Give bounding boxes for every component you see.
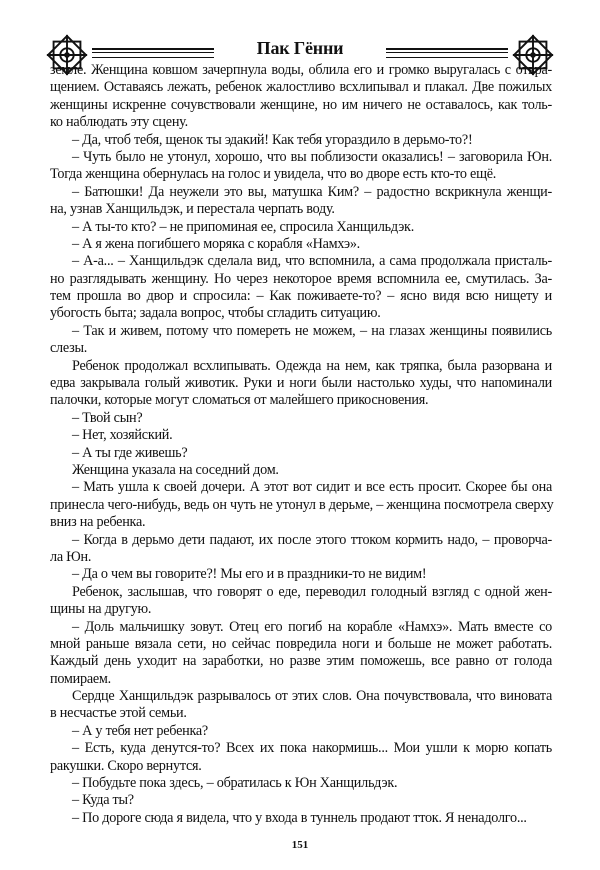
paragraph: [50, 688, 552, 723]
text-line: – Чуть было не утонул, хорошо, что вы поблизости оказались! – заговорила Юн.: [72, 148, 552, 165]
text-line: – Нет, хозяйский.: [72, 427, 173, 444]
paragraph: [50, 184, 552, 219]
paragraph: [50, 775, 552, 792]
body-text: [50, 62, 552, 827]
paragraph: [50, 219, 552, 236]
paragraph: [50, 619, 552, 689]
paragraph: [50, 410, 552, 427]
paragraph: [50, 723, 552, 740]
text-line: мной раньше вязала сети, но сейчас повредила ноги и больше не может работать.: [50, 635, 552, 652]
text-line: – Побудьте пока здесь, – обратилась к Юн Ханщильдэк.: [72, 775, 398, 792]
paragraph: [50, 323, 552, 358]
text-line: земле. Женщина ковшом зачерпнула воды, облила его и громко выругалась с отвра-: [50, 62, 552, 78]
paragraph: [50, 479, 552, 531]
text-line: – Да, чтоб тебя, щенок ты эдакий! Как тебя угораздило в дерьмо-то?!: [72, 131, 473, 148]
text-line: Женщина указала на соседний дом.: [72, 461, 279, 478]
text-line: тем прошла во двор и спросила: – Как поживаете-то? – ясно видя всю нищету и: [50, 288, 552, 305]
text-line: помираем.: [50, 670, 111, 687]
page-number: 151: [291, 839, 309, 851]
paragraph: [50, 740, 552, 775]
text-line: – Мать ушла к своей дочери. А этот вот сидит и все есть просит. Скорее бы она: [72, 479, 552, 496]
paragraph: [50, 584, 552, 619]
text-line: – Доль мальчишку зовут. Отец его погиб на корабле «Намхэ». Мать вместе со: [72, 618, 552, 635]
text-line: но разглядывать женщину. Но через некоторое время вспомнила ее, смутилась. За-: [50, 270, 552, 287]
text-line: – Так и живем, потому что помереть не можем, – на глазах женщины появились: [72, 322, 552, 339]
text-line: – Куда ты?: [72, 792, 134, 809]
text-line: женщины искренне сочувствовали женщине, но им ничего не оставалось, как толь-: [50, 96, 552, 113]
paragraph: [50, 810, 552, 827]
paragraph: [50, 462, 552, 479]
text-line: – А ты-то кто? – не припоминая ее, спросила Ханщильдэк.: [72, 218, 414, 235]
text-line: Тогда женщина обернулась на голос и увидела, что во дворе есть кто-то ещё.: [50, 166, 497, 183]
text-line: щины на другую.: [50, 601, 152, 618]
paragraph: [50, 445, 552, 462]
text-line: ла Юн.: [50, 548, 92, 565]
paragraph: [50, 427, 552, 444]
text-line: Ребенок, заслышав, что говорят о еде, переводил голодный взгляд с одной жен-: [72, 583, 552, 600]
text-line: – А-а... – Ханщильдэк сделала вид, что вспомнила, а сама продолжала присталь-: [72, 253, 552, 270]
text-line: слезы.: [50, 340, 88, 357]
paragraph: [50, 132, 552, 149]
text-line: едва закрывала голый животик. Руки и ноги были настолько худы, что напоминали: [50, 375, 552, 392]
paragraph: [50, 253, 552, 323]
paragraph: [50, 792, 552, 809]
paragraph: [50, 236, 552, 253]
paragraph: [50, 149, 552, 184]
text-line: – По дороге сюда я видела, что у входа в туннель продают тток. Я ненадолго...: [72, 809, 527, 826]
text-line: убогость быта; задала вопрос, чтобы сгладить ситуацию.: [50, 305, 381, 322]
text-line: – А ты где живешь?: [72, 444, 188, 461]
text-line: в несчастье этой семьи.: [50, 705, 187, 722]
header-rule-right: [386, 48, 508, 58]
text-line: – А у тебя нет ребенка?: [72, 722, 208, 739]
text-line: щением. Оставаясь лежать, ребенок жалостливо всхлипывал и плакал. Две пожилых: [50, 79, 552, 96]
text-line: принесла чего-нибудь, ведь он чуть не утонул в дерьме, – женщина посмотрела сверху: [50, 496, 554, 513]
paragraph: [50, 62, 552, 132]
running-header: [0, 30, 600, 60]
text-line: ко наблюдать эту сцену.: [50, 114, 188, 131]
text-line: – Есть, куда денутся-то? Всех их пока накормишь... Мои ушли к морю копать: [72, 740, 552, 757]
text-line: на, узнав Ханщильдэк, и перестала черпать воду.: [50, 201, 335, 218]
text-line: Сердце Ханщильдэк разрывалось от этих слов. Она почувствовала, что виновата: [72, 688, 552, 705]
text-line: вниз на ребенка.: [50, 514, 146, 531]
text-line: – Да о чем вы говорите?! Мы его и в праздники-то не видим!: [72, 566, 427, 583]
page-title: Пак Гённи: [256, 38, 344, 58]
text-line: Ребенок продолжал всхлипывать. Одежда на нем, как тряпка, была разорвана и: [72, 357, 552, 374]
text-line: – Когда в дерьмо дети падают, их после этого ттоком кормить надо, – проворча-: [72, 531, 552, 548]
text-line: Каждый день уходит на заработки, но разве этим поможешь, все равно от голода: [50, 653, 552, 670]
paragraph: [50, 566, 552, 583]
paragraph: [50, 532, 552, 567]
text-line: палочки, которые могут сломаться от малейшего прикосновения.: [50, 392, 429, 409]
paragraph: [50, 358, 552, 410]
text-line: – А я жена погибшего моряка с корабля «Намхэ».: [72, 235, 360, 252]
text-line: – Батюшки! Да неужели это вы, матушка Ким? – радостно вскрикнула женщи-: [72, 183, 552, 200]
text-line: ракушки. Скоро вернутся.: [50, 757, 202, 774]
text-line: – Твой сын?: [72, 409, 143, 426]
